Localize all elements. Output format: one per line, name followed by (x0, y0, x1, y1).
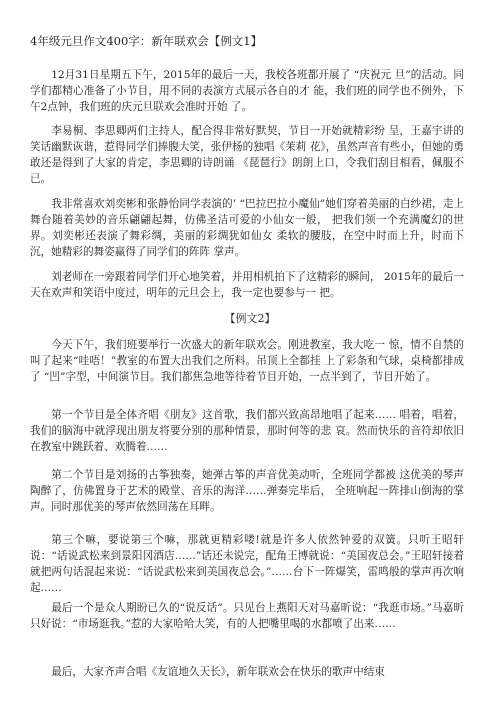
ex2-paragraph-6: 最后，大家齐声合唱《友谊地久天长》，新年联欢会在快乐的歌声中结束 (51, 666, 385, 678)
example2-heading: 【例文2】 (224, 312, 276, 325)
ex1-paragraph-1: 12月31日星期五下午，2015年的最后一天，我校各班都开展了 “庆祝元 旦”的活动。同学们都精心准备了小节目，用不同的表演方式展示各自的才 能，我们班的同学也不例外，下午2点钟，我们班的庆元旦联欢会准时开始 了。 (30, 69, 464, 113)
ex2-paragraph-4: 第三个嘛，要说第三个嘛，那就更精彩喽!就是许多人依然钟爱的双簧。只听王昭轩说：“话说武松来到景阳冈酒店……”话还未说完，配角王博就说：“美国夜总会。”王昭轩接着就把两句话混起来说：“话说武松来到美国夜总会。”……台下一阵爆笑，雷鸣般的掌声再次响起…… (30, 534, 464, 594)
ex1-paragraph-4: 刘老师在一旁跟着同学们开心地笑着，并用相机拍下了这精彩的瞬间， 2015年的最后一天在欢声和笑语中度过，明年的元旦会上，我一定也要参与一 把。 (30, 271, 464, 299)
ex2-paragraph-1: 今天下午，我们班要举行一次盛大的新年联欢会。刚进教室，我大吃一 惊，情不自禁的叫了起来“哇唔！”教室的布置大出我们之所料。吊顶上全都挂 上了彩条和气球，桌椅都排成了 “凹”字型，中间演节目。我们都焦急地等待着节目开始，一点半到了，节目开始了。 (30, 339, 464, 383)
ex1-paragraph-2: 李易桐、李思卿两们主持人，配合得非常好默契，节目一开始就精彩纷 呈，王嘉宇讲的笑话幽默诙谐，惹得同学们捧腹大笑，张伊杨的独唱《茉莉 花》，虽然声音有些小，但她的勇敢还是得到了大家的肯定，李思卿的诗朗诵 《琵琶行》朗朗上口，令我们刮目相看，佩服不已。 (30, 125, 464, 185)
ex2-paragraph-5: 最后一个是众人期盼已久的“说反话”。只见台上燕阳天对马嘉昕说：“我逛市场。”马嘉昕只好说：“市场逛我。”惹的大家哈哈大笑，有的人把嘴里喝的水都喷了出来…… (30, 602, 464, 630)
ex2-paragraph-3: 第二个节目是刘扬的古筝独奏，她弹古筝的声音优美动听，全班同学都被 这优美的琴声陶醉了，仿佛置身于艺术的殿堂、音乐的海洋……弹奏完毕后， 全班响起一阵排山倒海的掌声。同时那优美的琴声依然回荡在耳畔。 (30, 469, 464, 513)
ex1-paragraph-3: 我非常喜欢刘奕彬和张静怡同学表演的’ “巴拉巴拉小魔仙”她们穿着美丽的白纱裙，走上舞台随着美妙的音乐翩翩起舞，仿佛圣洁可爱的小仙女一般， 把我们领一个充满魔幻的世界。刘奕彬还表演了舞彩绸，美丽的彩绸犹如仙女 柔软的腰肢，在空中时而上升，时而下沉，她精彩的舞姿赢得了同学们的阵阵 掌声。 (30, 198, 464, 258)
ex2-paragraph-2: 第一个节目是全体齐唱《朋友》这首歌，我们都兴致高昂地唱了起来…… 唱着，唱着，我们的脑海中就浮现出朋友将要分别的那种情景，那时何等的悲 哀。然而快乐的音符却依旧在教室中跳跃着、欢腾着…… (30, 409, 464, 453)
document-title: 4年级元旦作文400字：新年联欢会【例文1】 (30, 34, 263, 48)
